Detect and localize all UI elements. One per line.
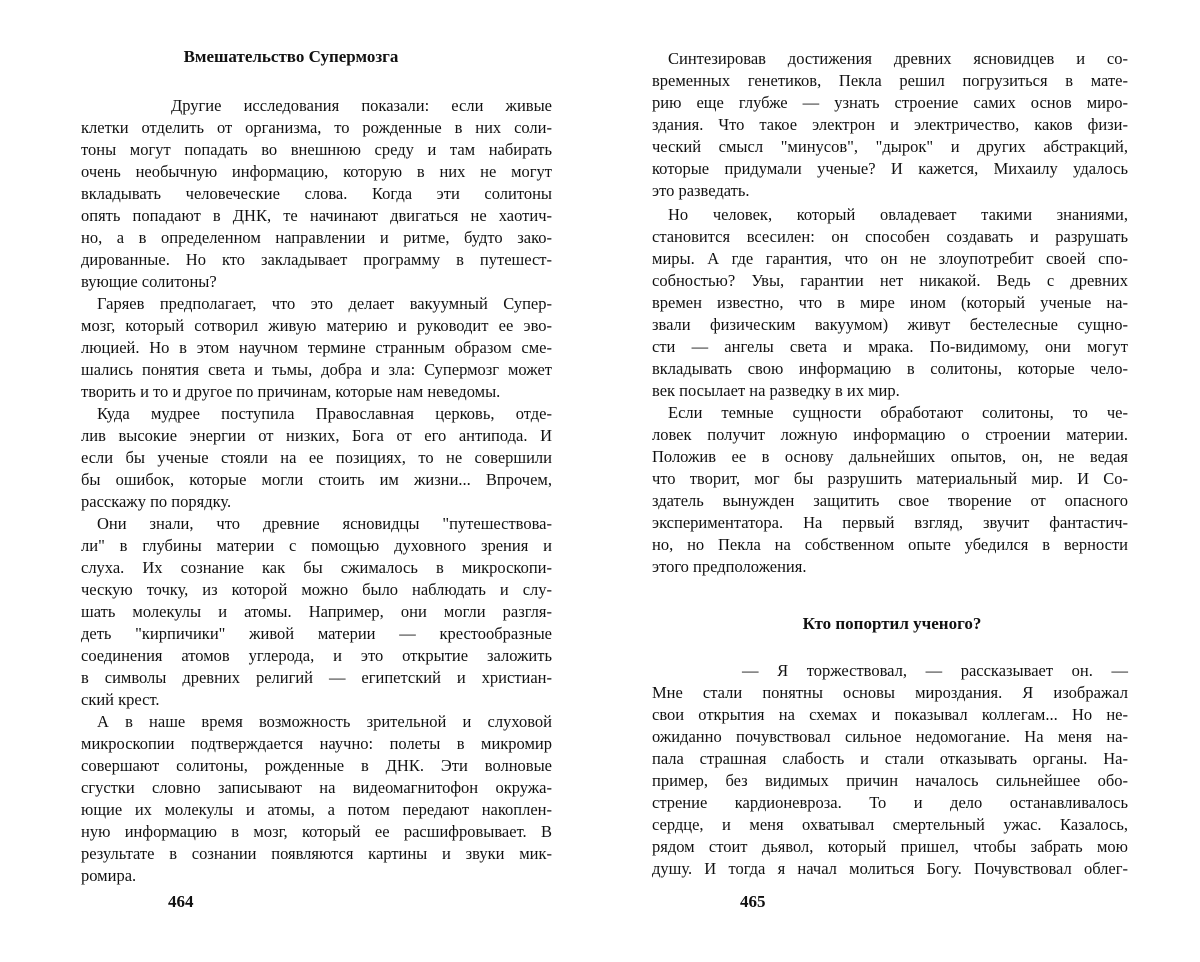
text-line: ную информацию в мозг, который ее расшифровывает. В xyxy=(81,822,552,841)
text-line: мозг, который сотворил живую материю и руководит ее эво- xyxy=(81,316,552,335)
text-line: что творит, мог бы разрушить материальный мир. И Со- xyxy=(652,469,1128,488)
text-line: деть "кирпичики" живой материи — крестообразные xyxy=(81,624,552,643)
text-line: стрение кардионевроза. То и дело останавливалось xyxy=(652,793,1128,812)
text-line: вующие солитоны? xyxy=(81,272,217,291)
text-line: вкладывать свою информацию в солитоны, которые чело- xyxy=(652,359,1128,378)
right-page-heading: Кто попортил ученого? xyxy=(802,614,982,633)
text-line: шались понятия света и тьмы, добра и зла: Супермозг может xyxy=(81,360,552,379)
right-page-number: 465 xyxy=(740,892,766,911)
text-line: ожиданно почувствовал сильное недомогание. На меня на- xyxy=(652,727,1128,746)
text-line: но, а в определенном направлении и ритме, будто зако- xyxy=(81,228,552,247)
text-line: становится всесилен: он способен создавать и разрушать xyxy=(652,227,1128,246)
text-line: временных генетиков, Пекла решил погрузиться в мате- xyxy=(652,71,1128,90)
text-line: рядом стоит дьявол, который пришел, чтобы забрать мою xyxy=(652,837,1128,856)
text-line: — Я торжествовал, — рассказывает он. — xyxy=(742,661,1128,680)
left-page-heading: Вмешательство Супермозга xyxy=(183,47,399,66)
text-line: ромира. xyxy=(81,866,137,885)
text-line: ский крест. xyxy=(81,690,160,709)
text-line: Положив ее в основу дальнейших опытов, он, не ведая xyxy=(652,447,1128,466)
left-page-number: 464 xyxy=(168,892,194,911)
text-line: сердце, и меня охватывал смертельный ужас. Казалось, xyxy=(652,815,1128,834)
right-page xyxy=(600,0,1200,962)
text-line: сгустки словно записывают на видеомагнитофон окружа- xyxy=(81,778,552,797)
text-line: шать молекулы и атомы. Например, они могли разгля- xyxy=(81,602,552,621)
text-line: рию еще глубже — узнать строение самих основ миро- xyxy=(652,93,1128,112)
text-line: соединения атомов углерода, и это открытие заложить xyxy=(81,646,552,665)
text-line: свои открытия на схемах и показывал коллегам... Но не- xyxy=(652,705,1128,724)
text-line: здатель вынужден защитить свое творение от опасного xyxy=(652,491,1128,510)
text-line: Но человек, который овладевает такими знаниями, xyxy=(668,205,1128,224)
text-line: душу. И тогда я начал молиться Богу. Почувствовал облег- xyxy=(652,859,1128,878)
text-line: ющие их молекулы и атомы, а потом передают накоплен- xyxy=(81,800,552,819)
text-line: тоны могут попадать во внешнюю среду и там набирать xyxy=(81,140,552,159)
text-line: клетки отделить от организма, то рожденные в них соли- xyxy=(81,118,552,137)
text-line: ли" в глубины материи с помощью духовного зрения и xyxy=(81,536,552,555)
text-line: микроскопии подтверждается научно: полеты в микромир xyxy=(81,734,552,753)
text-line: ческую точку, из которой можно было наблюдать и слу- xyxy=(81,580,552,599)
text-line: ческий смысл "минусов", "дырок" и других абстракций, xyxy=(652,137,1128,156)
text-line: здания. Что такое электрон и электричество, каков физи- xyxy=(652,115,1128,134)
text-line: опять попадают в ДНК, те начинают двигаться не хаотич- xyxy=(81,206,552,225)
text-line: Куда мудрее поступила Православная церковь, отде- xyxy=(97,404,552,423)
text-line: времен известно, что в мире ином (который ученые на- xyxy=(652,293,1128,312)
text-line: Они знали, что древние ясновидцы "путешествова- xyxy=(97,514,552,533)
text-line: это разведать. xyxy=(652,181,750,200)
text-line: этого предположения. xyxy=(652,557,807,576)
text-line: расскажу по порядку. xyxy=(81,492,232,511)
text-line: лив высокие энергии от низких, Бога от его антипода. И xyxy=(81,426,552,445)
text-line: сти — ангелы света и мрака. По-видимому, они могут xyxy=(652,337,1128,356)
text-line: в символы древних религий — египетский и христиан- xyxy=(81,668,552,687)
text-line: А в наше время возможность зрительной и слуховой xyxy=(97,712,552,731)
text-line: слуха. Их сознание как бы сжималось в микроскопи- xyxy=(81,558,552,577)
text-line: пример, без видимых причин началось сильнейшее обо- xyxy=(652,771,1128,790)
text-line: которые придумали ученые? И кажется, Михаилу удалось xyxy=(652,159,1128,178)
text-line: Синтезировав достижения древних ясновидцев и со- xyxy=(668,49,1128,68)
text-line: миры. А где гарантия, что он не злоупотребит своей спо- xyxy=(652,249,1128,268)
text-line: ловек получит ложную информацию о строении материи. xyxy=(652,425,1128,444)
text-line: Мне стали понятны основы мироздания. Я изображал xyxy=(652,683,1128,702)
text-line: бы ошибок, которые могли стоить им жизни... Впрочем, xyxy=(81,470,552,489)
text-line: экспериментатора. На первый взгляд, звучит фантастич- xyxy=(652,513,1128,532)
text-line: результате в сознании появляются картины и звуки мик- xyxy=(81,844,552,863)
text-line: люцией. Но в этом научном термине странным образом сме- xyxy=(81,338,552,357)
text-line: пала страшная слабость и стали отказывать органы. На- xyxy=(652,749,1128,768)
text-line: век посылает на разведку в их мир. xyxy=(652,381,900,400)
text-line: Если темные сущности обработают солитоны, то че- xyxy=(668,403,1128,422)
text-line: дированные. Но кто закладывает программу в путешест- xyxy=(81,250,552,269)
text-line: звали физическим вакуумом) живут бестелесные сущно- xyxy=(652,315,1128,334)
text-line: творить и то и другое по причинам, которые нам неведомы. xyxy=(81,382,501,401)
text-line: но, но Пекла на собственном опыте убедился в верности xyxy=(652,535,1128,554)
text-line: совершают солитоны, рожденные в ДНК. Эти волновые xyxy=(81,756,552,775)
text-line: Другие исследования показали: если живые xyxy=(171,96,552,115)
text-line: очень необычную информацию, которую в них не могут xyxy=(81,162,552,181)
text-line: Гаряев предполагает, что это делает вакуумный Супер- xyxy=(97,294,552,313)
text-line: вкладывать человеческие слова. Когда эти солитоны xyxy=(81,184,552,203)
text-line: собностью? Увы, гарантии нет никакой. Ведь с древних xyxy=(652,271,1128,290)
text-line: если бы ученые стояли на ее позициях, то не совершили xyxy=(81,448,552,467)
